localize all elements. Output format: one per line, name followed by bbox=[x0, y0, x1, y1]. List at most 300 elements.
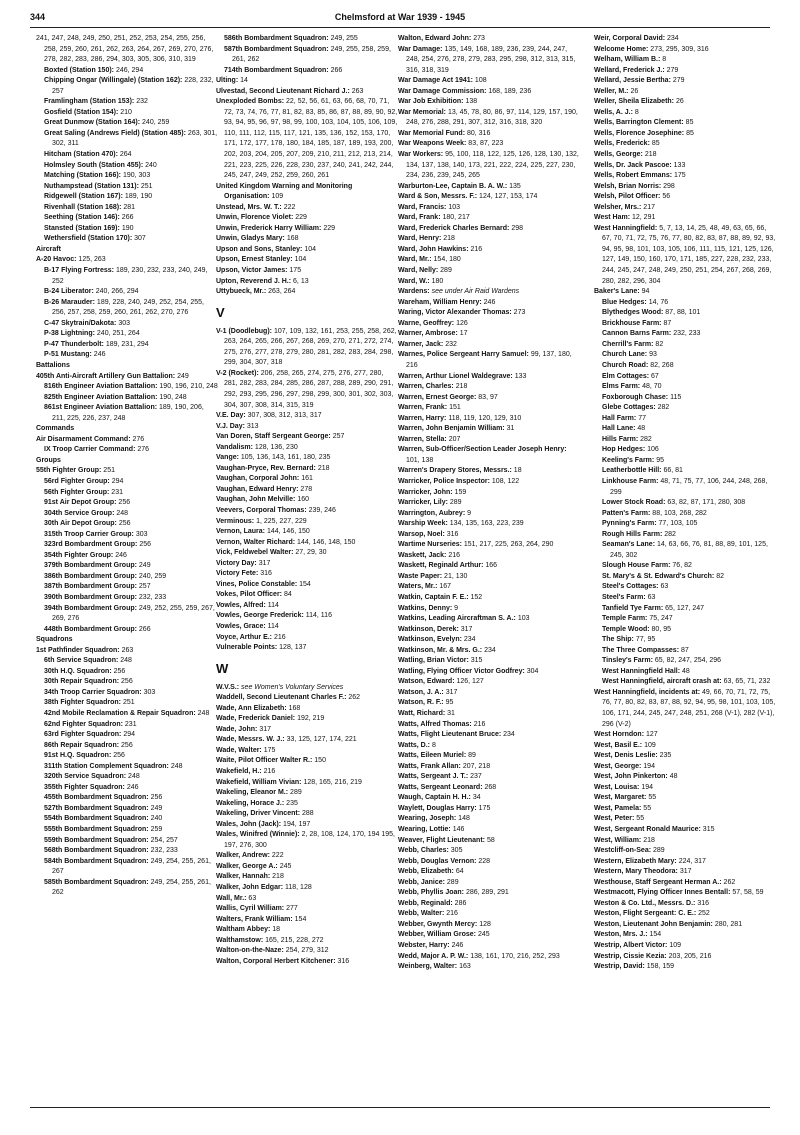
entry-page-refs: 48 bbox=[637, 425, 646, 433]
entry-page-refs: 8 bbox=[431, 741, 436, 749]
entry-name: Blythedges Wood: bbox=[602, 309, 664, 317]
entry-name: 586th Bombardment Squadron: bbox=[224, 35, 329, 42]
entry-page-refs: 241, 247, 248, 249, 250, 251, 252, 253, 254, 255, 256, 258, 259, 260, 261, 262, 263, 264, 267, 269, 270, 276, 278, 282, 283, 286, 294, 303, 305, 306, 310, 319 bbox=[36, 35, 214, 64]
entry-page-refs: 17 bbox=[459, 330, 468, 338]
entry-page-refs: 276 bbox=[137, 446, 150, 454]
entry-page-refs: 146 bbox=[452, 826, 465, 834]
entry-page-refs: 88, 103, 268, 282 bbox=[652, 509, 707, 517]
entry-page-refs: 105, 136, 143, 161, 180, 235 bbox=[240, 454, 331, 462]
entry-page-refs: 248 bbox=[128, 773, 140, 781]
entry-name: Welcome Home: bbox=[594, 45, 649, 53]
entry-name: V.J. Day: bbox=[216, 422, 245, 430]
page-number: 344 bbox=[30, 12, 46, 22]
entry-name: Ward & Son, Messrs. F.: bbox=[398, 193, 478, 201]
index-entry bbox=[594, 87, 776, 98]
entry-name: Hop Hedges: bbox=[602, 446, 646, 454]
index-entry bbox=[594, 635, 776, 646]
entry-name: 568th Bombardment Squadron: bbox=[44, 847, 149, 855]
index-entry bbox=[594, 477, 776, 498]
entry-name: Elm Cottages: bbox=[602, 372, 650, 380]
entry-name: Wearing, Joseph: bbox=[398, 815, 457, 823]
index-entry bbox=[216, 622, 398, 633]
entry-page-refs: 218 bbox=[317, 464, 330, 472]
index-entry bbox=[216, 643, 398, 654]
entry-page-refs: 294 bbox=[111, 477, 124, 485]
entry-page-refs: 273 bbox=[513, 309, 526, 317]
entry-page-refs: 317 bbox=[445, 688, 458, 696]
entry-page-refs: 118, 128 bbox=[285, 884, 312, 892]
entry-name: Webb, Phyllis Joan: bbox=[398, 889, 464, 897]
entry-name: 386th Bombardment Group: bbox=[44, 572, 137, 580]
entry-name: West, Louisa: bbox=[594, 783, 640, 791]
entry-name: Warner, Ambrose: bbox=[398, 330, 458, 338]
entry-page-refs: 109 bbox=[271, 193, 284, 201]
index-entry bbox=[594, 604, 776, 615]
index-entry bbox=[36, 561, 218, 572]
entry-page-refs: 6, 13 bbox=[293, 277, 309, 285]
index-entry bbox=[216, 580, 398, 591]
entry-name: Ward, John Hawkins: bbox=[398, 245, 469, 253]
entry-name: Webb, Elizabeth: bbox=[398, 868, 454, 876]
index-entry bbox=[398, 245, 580, 256]
entry-name: Watts, D.: bbox=[398, 741, 431, 749]
entry-name: 323rd Bombardment Group: bbox=[44, 541, 138, 549]
index-entry bbox=[36, 203, 218, 214]
entry-name: Vokes, Pilot Officer: bbox=[216, 591, 282, 599]
index-entry bbox=[594, 772, 776, 783]
entry-name: P-47 Thunderbolt: bbox=[44, 340, 104, 348]
index-entry bbox=[398, 266, 580, 277]
index-entry bbox=[36, 340, 218, 351]
entry-name: V-1 (Doodlebug): bbox=[216, 327, 272, 335]
entry-name: Ward, Frederick Charles Bernard: bbox=[398, 224, 510, 232]
entry-page-refs: 307 bbox=[134, 235, 146, 243]
index-entry bbox=[36, 646, 218, 657]
entry-page-refs: 1, 225, 227, 229 bbox=[256, 517, 307, 525]
index-entry bbox=[398, 319, 580, 330]
index-entry bbox=[594, 192, 776, 203]
entry-page-refs: 259 bbox=[150, 826, 163, 834]
index-entry bbox=[216, 590, 398, 601]
entry-page-refs: 93 bbox=[649, 351, 657, 359]
index-entry bbox=[36, 582, 218, 593]
index-entry bbox=[36, 372, 218, 383]
entry-page-refs: 289 bbox=[446, 878, 459, 886]
entry-page-refs: 66, 81 bbox=[663, 467, 683, 475]
entry-name: Boxted (Station 150): bbox=[44, 66, 115, 74]
entry-page-refs: 224, 317 bbox=[678, 857, 706, 865]
index-entry bbox=[594, 129, 776, 140]
index-entry bbox=[36, 171, 218, 182]
entry-name: Blue Hedges: bbox=[602, 298, 647, 306]
entry-name: Brickhouse Farm: bbox=[602, 319, 662, 327]
entry-name: Warren, Charles: bbox=[398, 383, 454, 391]
entry-name: 91st Air Depot Group: bbox=[44, 499, 117, 507]
entry-name: Webster, Harry: bbox=[398, 942, 450, 950]
entry-page-refs: 138, 161, 170, 216, 252, 293 bbox=[470, 952, 560, 960]
entry-page-refs: 190, 303 bbox=[122, 172, 151, 180]
entry-name: War Memorial Fund: bbox=[398, 129, 466, 137]
entry-name: Watkinson, Derek: bbox=[398, 625, 459, 633]
index-entry bbox=[36, 466, 218, 477]
entry-name: War Memorial: bbox=[398, 108, 446, 116]
entry-page-refs: 82 bbox=[655, 340, 664, 348]
entry-name: 86th Repair Squadron: bbox=[44, 741, 120, 749]
entry-page-refs: 103 bbox=[517, 615, 530, 623]
entry-page-refs: 194 bbox=[641, 783, 654, 791]
entry-page-refs: 278 bbox=[300, 485, 313, 493]
entry-page-refs: 222 bbox=[271, 852, 284, 860]
index-entry bbox=[36, 97, 218, 108]
index-entry bbox=[594, 97, 776, 108]
entry-name: Walker, Andrew: bbox=[216, 852, 270, 860]
entry-page-refs: 254, 257 bbox=[150, 836, 178, 844]
entry-page-refs: 83, 97 bbox=[478, 393, 498, 401]
entry-page-refs: 315 bbox=[470, 657, 483, 665]
index-entry bbox=[216, 872, 398, 883]
entry-page-refs: 246 bbox=[115, 551, 127, 559]
index-entry bbox=[216, 506, 398, 517]
index-entry bbox=[594, 582, 776, 593]
entry-name: Waltham Abbey: bbox=[216, 926, 271, 934]
entry-page-refs: 148 bbox=[458, 815, 470, 823]
index-entry bbox=[398, 255, 580, 266]
entry-page-refs: 237 bbox=[470, 773, 482, 781]
entry-page-refs: 216 bbox=[470, 245, 483, 253]
entry-page-refs: 114 bbox=[267, 622, 279, 630]
index-entry bbox=[36, 593, 218, 604]
index-entry bbox=[216, 851, 398, 862]
entry-page-refs: 279 bbox=[666, 66, 679, 74]
index-entry bbox=[36, 382, 218, 393]
entry-page-refs: 231 bbox=[124, 720, 137, 728]
entry-page-refs: 229 bbox=[323, 224, 335, 232]
entry-name: Warren, Ernest George: bbox=[398, 393, 477, 401]
index-entry bbox=[594, 751, 776, 762]
index-entry bbox=[594, 382, 776, 393]
entry-page-refs: 80, 316 bbox=[466, 129, 491, 137]
entry-page-refs: 249, 255, 258, 259, 261, 262 bbox=[232, 45, 391, 64]
entry-name: Wartime Nurseries: bbox=[398, 541, 462, 549]
entry-name: Webb, Charles: bbox=[398, 847, 449, 855]
entry-page-refs: 95 bbox=[445, 699, 454, 707]
entry-page-refs: 289 bbox=[290, 789, 302, 797]
entry-page-refs: 231 bbox=[111, 488, 123, 496]
entry-page-refs: 48 bbox=[682, 667, 690, 675]
entry-page-refs: 317 bbox=[460, 625, 473, 633]
entry-name: 311th Station Complement Squadron: bbox=[44, 762, 169, 770]
entry-page-refs: 151 bbox=[449, 404, 461, 412]
index-entry bbox=[216, 862, 398, 873]
entry-page-refs: 55 bbox=[648, 794, 657, 802]
entry-page-refs: 240 bbox=[145, 161, 157, 169]
entry-name: Weinberg, Walter: bbox=[398, 963, 458, 971]
index-entry bbox=[398, 414, 580, 425]
entry-page-refs: 222 bbox=[283, 203, 296, 211]
entry-page-refs: 168 bbox=[286, 235, 299, 243]
index-entry bbox=[398, 572, 580, 583]
entry-name: Waite, Pilot Officer Walter R.: bbox=[216, 757, 313, 765]
index-entry bbox=[594, 414, 776, 425]
entry-name: Weller, M.: bbox=[594, 87, 629, 95]
entry-page-refs: 33, 125, 127, 174, 221 bbox=[286, 736, 357, 744]
index-column-2 bbox=[216, 34, 398, 967]
entry-page-refs: 175 bbox=[478, 804, 491, 812]
index-entry bbox=[398, 888, 580, 899]
index-entry bbox=[594, 793, 776, 804]
entry-name: Wakeling, Driver Vincent: bbox=[216, 810, 301, 818]
index-entry bbox=[216, 443, 398, 454]
index-entry bbox=[398, 519, 580, 530]
entry-name: 379th Bombardment Group: bbox=[44, 562, 137, 570]
entry-name: 405th Anti-Aircraft Artillery Gun Battalion: bbox=[36, 372, 176, 380]
entry-name: Ward, W.: bbox=[398, 277, 430, 285]
entry-name: Temple Farm: bbox=[602, 615, 648, 623]
entry-page-refs: 240, 259 bbox=[142, 119, 170, 127]
entry-name: Warner, Jack: bbox=[398, 340, 444, 348]
entry-page-refs: 249, 254, 255, 261, 262 bbox=[52, 878, 211, 897]
entry-page-refs: 77 bbox=[638, 414, 646, 422]
entry-name: Warricker, Lily: bbox=[398, 499, 448, 507]
entry-page-refs: 154 bbox=[649, 931, 662, 939]
entry-page-refs: 232, 233 bbox=[150, 847, 178, 855]
entry-page-refs: 165, 215, 228, 272 bbox=[265, 936, 324, 944]
index-entry bbox=[36, 329, 218, 340]
entry-page-refs: 14, 63, 66, 76, 81, 88, 89, 101, 125, 245, 302 bbox=[610, 541, 768, 559]
entry-page-refs: 317 bbox=[259, 725, 271, 733]
entry-page-refs: 263, 264 bbox=[268, 288, 296, 296]
entry-name: Wakeling, Horace J.: bbox=[216, 799, 285, 807]
index-entry bbox=[594, 888, 776, 899]
index-entry bbox=[36, 604, 218, 625]
index-entry bbox=[398, 234, 580, 245]
index-entry bbox=[398, 698, 580, 709]
index-entry bbox=[216, 277, 398, 288]
index-entry bbox=[594, 783, 776, 794]
entry-name: Ulvestad, Second Lieutenant Richard J.: bbox=[216, 87, 350, 95]
entry-page-refs: 216 bbox=[263, 768, 276, 775]
entry-name: 714th Bombardment Squadron: bbox=[224, 66, 329, 74]
entry-page-refs: 234 bbox=[667, 35, 679, 42]
entry-page-refs: 160 bbox=[297, 496, 309, 504]
entry-name: IX Troop Carrier Command: bbox=[44, 446, 136, 454]
entry-name: Wakefield, William Vivian: bbox=[216, 778, 302, 786]
entry-name: West, John Pinkerton: bbox=[594, 773, 668, 781]
entry-page-refs: 76, 82 bbox=[672, 562, 692, 570]
index-entry bbox=[36, 656, 218, 667]
entry-page-refs: 207 bbox=[448, 435, 461, 443]
entry-page-refs: 67 bbox=[651, 372, 659, 380]
index-entry bbox=[36, 793, 218, 804]
entry-name: West, Margaret: bbox=[594, 794, 647, 802]
entry-name: 55th Fighter Group: bbox=[36, 467, 102, 475]
index-entry bbox=[398, 920, 580, 931]
entry-name: War Damage Commission: bbox=[398, 87, 487, 95]
index-entry bbox=[594, 593, 776, 604]
entry-page-refs: 168, 189, 236 bbox=[488, 87, 532, 95]
entry-name: 56rd Fighter Group: bbox=[44, 477, 110, 485]
index-entry bbox=[36, 836, 218, 847]
index-entry bbox=[36, 108, 218, 119]
entry-page-refs: 218 bbox=[643, 836, 655, 844]
index-entry bbox=[594, 66, 776, 77]
index-entry bbox=[216, 422, 398, 433]
entry-name: West Hanningfield: bbox=[594, 224, 658, 232]
entry-page-refs: 126, 127 bbox=[456, 678, 484, 686]
entry-page-refs: 168 bbox=[288, 704, 301, 712]
index-entry bbox=[398, 593, 580, 604]
entry-name: Warne, Geoffrey: bbox=[398, 319, 455, 327]
entry-page-refs: 234 bbox=[503, 731, 515, 739]
index-entry bbox=[594, 224, 776, 287]
index-entry bbox=[594, 45, 776, 56]
entry-page-refs: 104 bbox=[304, 245, 316, 253]
entry-name: Walton, Edward John: bbox=[398, 35, 472, 42]
entry-page-refs: 189, 231, 294 bbox=[105, 340, 149, 348]
entry-name: 320th Service Squadron: bbox=[44, 773, 127, 781]
index-entry bbox=[398, 192, 580, 203]
entry-name: Wells, Florence Josephine: bbox=[594, 129, 685, 137]
entry-page-refs: 263 bbox=[121, 646, 134, 654]
entry-page-refs: 12, 291 bbox=[632, 214, 656, 222]
entry-page-refs: 256 bbox=[121, 678, 133, 686]
entry-name: B-26 Marauder: bbox=[44, 298, 95, 306]
index-entry bbox=[36, 66, 218, 77]
entry-name: Wells, Dr. Jack Pascoe: bbox=[594, 161, 672, 169]
entry-name: Holmsley South (Station 455): bbox=[44, 161, 144, 169]
entry-page-refs: 21, 130 bbox=[444, 572, 468, 580]
entry-name: Great Dunmow (Station 164): bbox=[44, 119, 141, 127]
entry-name: Watt, Richard: bbox=[398, 710, 446, 717]
index-entry bbox=[216, 683, 398, 694]
entry-name: Cannon Barns Farm: bbox=[602, 330, 672, 338]
index-entry bbox=[36, 762, 218, 773]
header-rule bbox=[30, 27, 770, 28]
entry-name: 91st H.Q. Squadron: bbox=[44, 752, 112, 760]
entry-page-refs: 104 bbox=[294, 256, 307, 264]
entry-name: 62nd Fighter Squadron: bbox=[44, 720, 123, 728]
entry-name: Wardens: bbox=[398, 288, 430, 296]
index-entry bbox=[216, 778, 398, 789]
index-entry bbox=[216, 693, 398, 704]
entry-name: War Damage: bbox=[398, 45, 443, 53]
index-entry bbox=[36, 498, 218, 509]
index-entry bbox=[216, 767, 398, 778]
entry-page-refs: 315 bbox=[702, 826, 715, 834]
entry-page-refs: 63 bbox=[647, 593, 656, 601]
index-entry bbox=[216, 601, 398, 612]
entry-page-refs: 83, 87, 223 bbox=[468, 140, 504, 148]
entry-name: Vernon, Walter Richard: bbox=[216, 538, 296, 546]
index-entry bbox=[398, 372, 580, 383]
index-entry bbox=[398, 308, 580, 319]
index-entry bbox=[36, 118, 218, 129]
entry-name: Wethersfield (Station 170): bbox=[44, 235, 133, 243]
entry-page-refs: 48, 71, 75, 77, 106, 244, 248, 268, 299 bbox=[610, 477, 768, 496]
entry-page-refs: 95, 100, 118, 122, 125, 126, 128, 130, 132, 134, 137, 138, 140, 173, 221, 222, 224, 225, 227, 230, 234, 236, 239, 245, 265 bbox=[406, 151, 579, 180]
entry-page-refs: 5, 7, 13, 14, 25, 48, 49, 63, 65, 66, 67, 70, 71, 72, 75, 76, 77, 80, 82, 83, 87, 88, 89, 92, 93, 94, 95, 98, 101, 103, 105, 106, 111, 115, 121, 125, 126, 127, 149, 150, 160, 170, 171, 185, 227, 228, 232, 233, 244, 245, 247, 248, 249, 250, 251, 254, 267, 268, 269, 280, 282, 296, 304 bbox=[602, 224, 776, 285]
index-entry bbox=[398, 76, 580, 87]
index-entry bbox=[36, 772, 218, 783]
entry-name: B-24 Liberator: bbox=[44, 288, 94, 296]
index-entry bbox=[216, 517, 398, 528]
index-entry bbox=[398, 772, 580, 783]
index-entry bbox=[36, 551, 218, 562]
entry-name: Baker's Lane: bbox=[594, 288, 640, 296]
entry-page-refs: 316 bbox=[697, 899, 710, 907]
index-entry bbox=[398, 129, 580, 140]
index-entry bbox=[398, 403, 580, 414]
entry-page-refs: 216 bbox=[446, 910, 458, 918]
entry-name: West Hanningfield Hall: bbox=[602, 667, 681, 675]
entry-name: Upson, Victor James: bbox=[216, 267, 288, 275]
entry-name: Gosfield (Station 154): bbox=[44, 108, 119, 116]
entry-name: War Weapons Week: bbox=[398, 140, 467, 148]
entry-page-refs: 262 bbox=[348, 694, 361, 702]
index-entry bbox=[216, 327, 398, 369]
entry-page-refs: 249, 255 bbox=[330, 35, 358, 42]
entry-name: Vowles, Alfred: bbox=[216, 601, 266, 609]
index-entry bbox=[398, 656, 580, 667]
index-entry bbox=[216, 904, 398, 915]
index-entry bbox=[216, 411, 398, 422]
index-entry bbox=[594, 329, 776, 340]
index-entry bbox=[36, 519, 218, 530]
section-letter: V bbox=[216, 304, 225, 320]
entry-name: Cherrill's Farm: bbox=[602, 340, 654, 348]
entry-page-refs: 232 bbox=[445, 340, 457, 348]
entry-page-refs: 133 bbox=[673, 161, 686, 169]
index-entry bbox=[36, 361, 218, 372]
entry-page-refs: 190, 196, 210, 248 bbox=[159, 383, 218, 391]
index-entry bbox=[594, 952, 776, 963]
index-entry bbox=[36, 34, 218, 66]
entry-name: Weston & Co. Ltd., Messrs. D.: bbox=[594, 899, 696, 907]
entry-name: Watts, Eileen Muriel: bbox=[398, 752, 467, 760]
entry-name: Westhouse, Staff Sergeant Herman A.: bbox=[594, 878, 722, 886]
index-entry bbox=[398, 382, 580, 393]
index-entry bbox=[398, 393, 580, 404]
entry-page-refs: 281 bbox=[123, 203, 136, 211]
entry-name: The Three Compasses: bbox=[602, 646, 680, 654]
entry-name: Wedd, Major A. P. W.: bbox=[398, 952, 469, 960]
index-entry bbox=[36, 287, 218, 298]
entry-name: Watts, Alfred Thomas: bbox=[398, 720, 472, 728]
entry-name: Webb, Douglas Vernon: bbox=[398, 857, 477, 865]
entry-name: Vulnerable Points: bbox=[216, 644, 278, 652]
entry-page-refs: 126 bbox=[456, 319, 468, 327]
entry-page-refs: 248 bbox=[170, 762, 183, 770]
index-entry bbox=[398, 667, 580, 678]
entry-page-refs: 26 bbox=[630, 87, 639, 95]
index-entry bbox=[216, 474, 398, 485]
entry-page-refs: 48 bbox=[669, 773, 678, 781]
index-entry bbox=[594, 530, 776, 541]
entry-page-refs: 180, 217 bbox=[442, 214, 470, 222]
entry-name: Wakefield, H.: bbox=[216, 768, 262, 775]
entry-name: Victory Day: bbox=[216, 559, 257, 567]
index-entry bbox=[594, 667, 776, 678]
index-entry bbox=[216, 830, 398, 851]
entry-name: 63rd Fighter Squadron: bbox=[44, 731, 122, 739]
entry-page-refs: 151, 217, 225, 263, 264, 290 bbox=[463, 541, 554, 549]
index-entry bbox=[216, 224, 398, 235]
index-entry bbox=[36, 509, 218, 520]
entry-page-refs: 289 bbox=[449, 499, 462, 507]
entry-page-refs: 249 bbox=[138, 562, 151, 570]
index-entry bbox=[36, 783, 218, 794]
entry-page-refs: 232, 233 bbox=[138, 593, 167, 601]
